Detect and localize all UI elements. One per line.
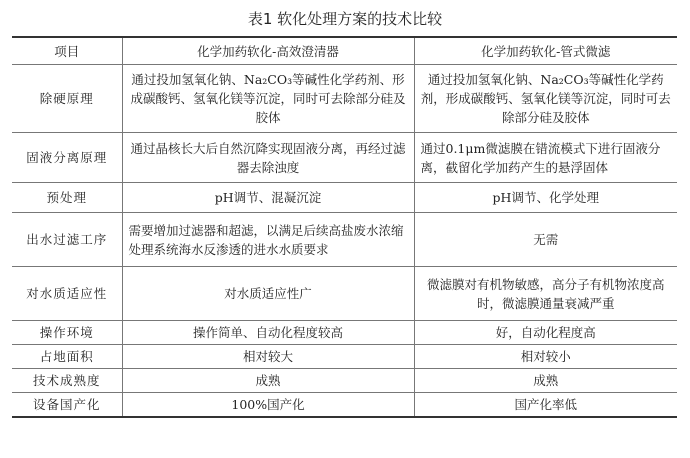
cell-clarifier: 需要增加过滤器和超滤，以满足后续高盐废水浓缩处理系统海水反渗透的进水水质要求	[122, 213, 414, 267]
table-header-row	[12, 37, 677, 65]
row-label: 出水过滤工序	[12, 213, 122, 267]
row-label: 对水质适应性	[12, 267, 122, 321]
table-row	[12, 369, 677, 393]
table-caption: 表1 软化处理方案的技术比较	[247, 10, 443, 28]
table-row	[12, 345, 677, 369]
row-label: 设备国产化	[12, 393, 122, 418]
header-clarifier: 化学加药软化-高效澄清器	[122, 37, 414, 65]
cell-clarifier: 成熟	[122, 369, 414, 393]
row-label: 固液分离原理	[12, 133, 122, 183]
cell-microfiltration: 微滤膜对有机物敏感，高分子有机物浓度高时，微滤膜通量衰减严重	[414, 267, 677, 321]
table-row	[12, 393, 677, 418]
cell-microfiltration: 相对较小	[414, 345, 677, 369]
cell-clarifier: 通过投加氢氧化钠、Na₂CO₃等碱性化学药剂、形成碳酸钙、氢氧化镁等沉淀，同时可去除部分硅及胶体	[122, 65, 414, 133]
cell-microfiltration: 通过0.1μm微滤膜在错流模式下进行固液分离，截留化学加药产生的悬浮固体	[414, 133, 677, 183]
table-row	[12, 65, 677, 133]
cell-microfiltration: pH调节、化学处理	[414, 183, 677, 213]
row-label: 占地面积	[12, 345, 122, 369]
row-label: 技术成熟度	[12, 369, 122, 393]
row-label: 预处理	[12, 183, 122, 213]
table-row	[12, 321, 677, 345]
cell-clarifier: 相对较大	[122, 345, 414, 369]
cell-clarifier: 对水质适应性广	[122, 267, 414, 321]
table-row	[12, 267, 677, 321]
cell-microfiltration: 成熟	[414, 369, 677, 393]
cell-microfiltration: 好，自动化程度高	[414, 321, 677, 345]
header-microfiltration: 化学加药软化-管式微滤	[414, 37, 677, 65]
table-row	[12, 213, 677, 267]
header-item: 项目	[12, 37, 122, 65]
cell-microfiltration: 通过投加氢氧化钠、Na₂CO₃等碱性化学药剂，形成碳酸钙、氢氧化镁等沉淀，同时可去除部分硅及胶体	[414, 65, 677, 133]
table-row	[12, 133, 677, 183]
cell-clarifier: 100%国产化	[122, 393, 414, 418]
cell-microfiltration: 无需	[414, 213, 677, 267]
cell-clarifier: 操作简单、自动化程度较高	[122, 321, 414, 345]
cell-clarifier: pH调节、混凝沉淀	[122, 183, 414, 213]
table-row	[12, 183, 677, 213]
cell-microfiltration: 国产化率低	[414, 393, 677, 418]
row-label: 除硬原理	[12, 65, 122, 133]
comparison-table-container	[12, 36, 677, 418]
cell-clarifier: 通过晶核长大后自然沉降实现固液分离，再经过滤器去除浊度	[122, 133, 414, 183]
comparison-table	[12, 36, 677, 418]
row-label: 操作环境	[12, 321, 122, 345]
